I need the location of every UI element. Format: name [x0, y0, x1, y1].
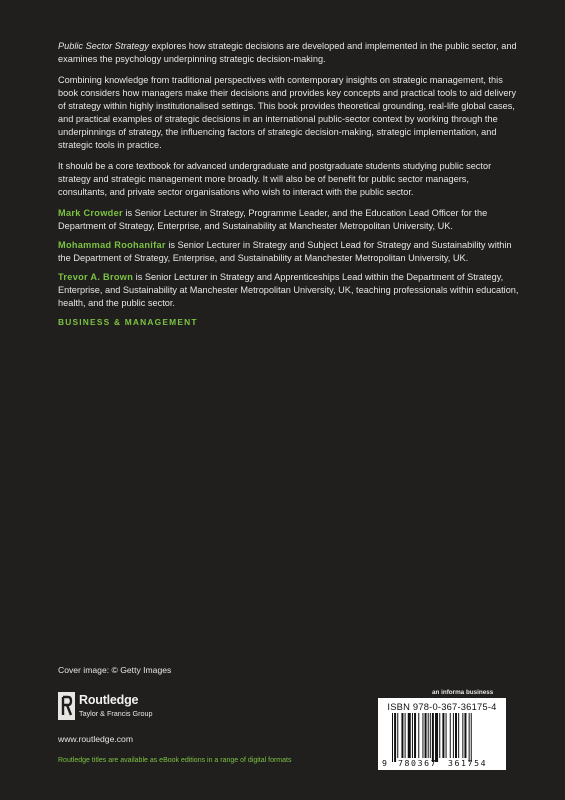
publisher-name: Routledge	[79, 693, 139, 707]
publisher-website: www.routledge.com	[58, 734, 133, 744]
isbn-number: ISBN 978-0-367-36175-4	[387, 701, 497, 712]
description-paragraph: Combining knowledge from traditional perspectives with contemporary insights on strategic management, this book considers how managers make their decisions and provides key concepts and practical tools to aid delivery of strategy within highly institutionalised settings. This book provides theoretical grounding, real-life global cases, and practical examples of strategic decisions in an international public-sector context by working through the underpinnings of strategy, the influencing factors of strategic decision-making, strategic implementation, and strategic tools in practice.	[58, 75, 517, 150]
isbn-barcode	[378, 698, 506, 770]
barcode-lead-digit: 9	[382, 758, 387, 768]
book-title: Public Sector Strategy	[58, 41, 149, 51]
subject-category: BUSINESS & MANAGEMENT	[58, 317, 198, 327]
publisher-subtitle: Taylor & Francis Group	[79, 709, 153, 718]
author-name: Trevor A. Brown	[58, 272, 134, 282]
intro-paragraph: Public Sector Strategy explores how strategic decisions are developed and implemented in the public sector, and examines the psychology underpinning strategic decision-making.	[58, 41, 517, 64]
publisher-logo	[58, 692, 258, 732]
author-bio: Mohammad Roohanifar is Senior Lecturer in Strategy and Subject Lead for Strategy and Sustainability within the Department of Strategy, Enterprise, and Sustainability at Manchester Metropolitan University, UK.	[58, 240, 512, 263]
barcode-right-digits: 361754	[448, 758, 488, 768]
ebook-note: Routledge titles are available as eBook editions in a range of digital formats	[58, 757, 292, 764]
cover-image-credit: Cover image: © Getty Images	[58, 665, 172, 675]
author-bio: Mark Crowder is Senior Lecturer in Strategy, Programme Leader, and the Education Lead Officer for the Department of Strategy, Enterprise, and Sustainability at Manchester Metropolitan University, UK.	[58, 208, 488, 231]
audience-paragraph: It should be a core textbook for advanced undergraduate and postgraduate students studying public sector strategy and strategic management more broadly. It will also be of benefit for public sector managers, consultants, and private sector organisations who wish to interact with the public sector.	[58, 161, 492, 197]
routledge-mark-icon	[58, 692, 75, 720]
informa-label: an informa business	[432, 689, 494, 696]
author-name: Mark Crowder	[58, 208, 123, 218]
author-bio: Trevor A. Brown is Senior Lecturer in Strategy and Apprenticeships Lead within the Department of Strategy, Enterprise, and Sustainability at Manchester Metropolitan University, UK, teaching professionals within education, health, and the public sector.	[58, 272, 519, 308]
barcode-left-digits: 780367	[398, 758, 438, 768]
author-name: Mohammad Roohanifar	[58, 240, 166, 250]
description-block	[58, 40, 520, 329]
